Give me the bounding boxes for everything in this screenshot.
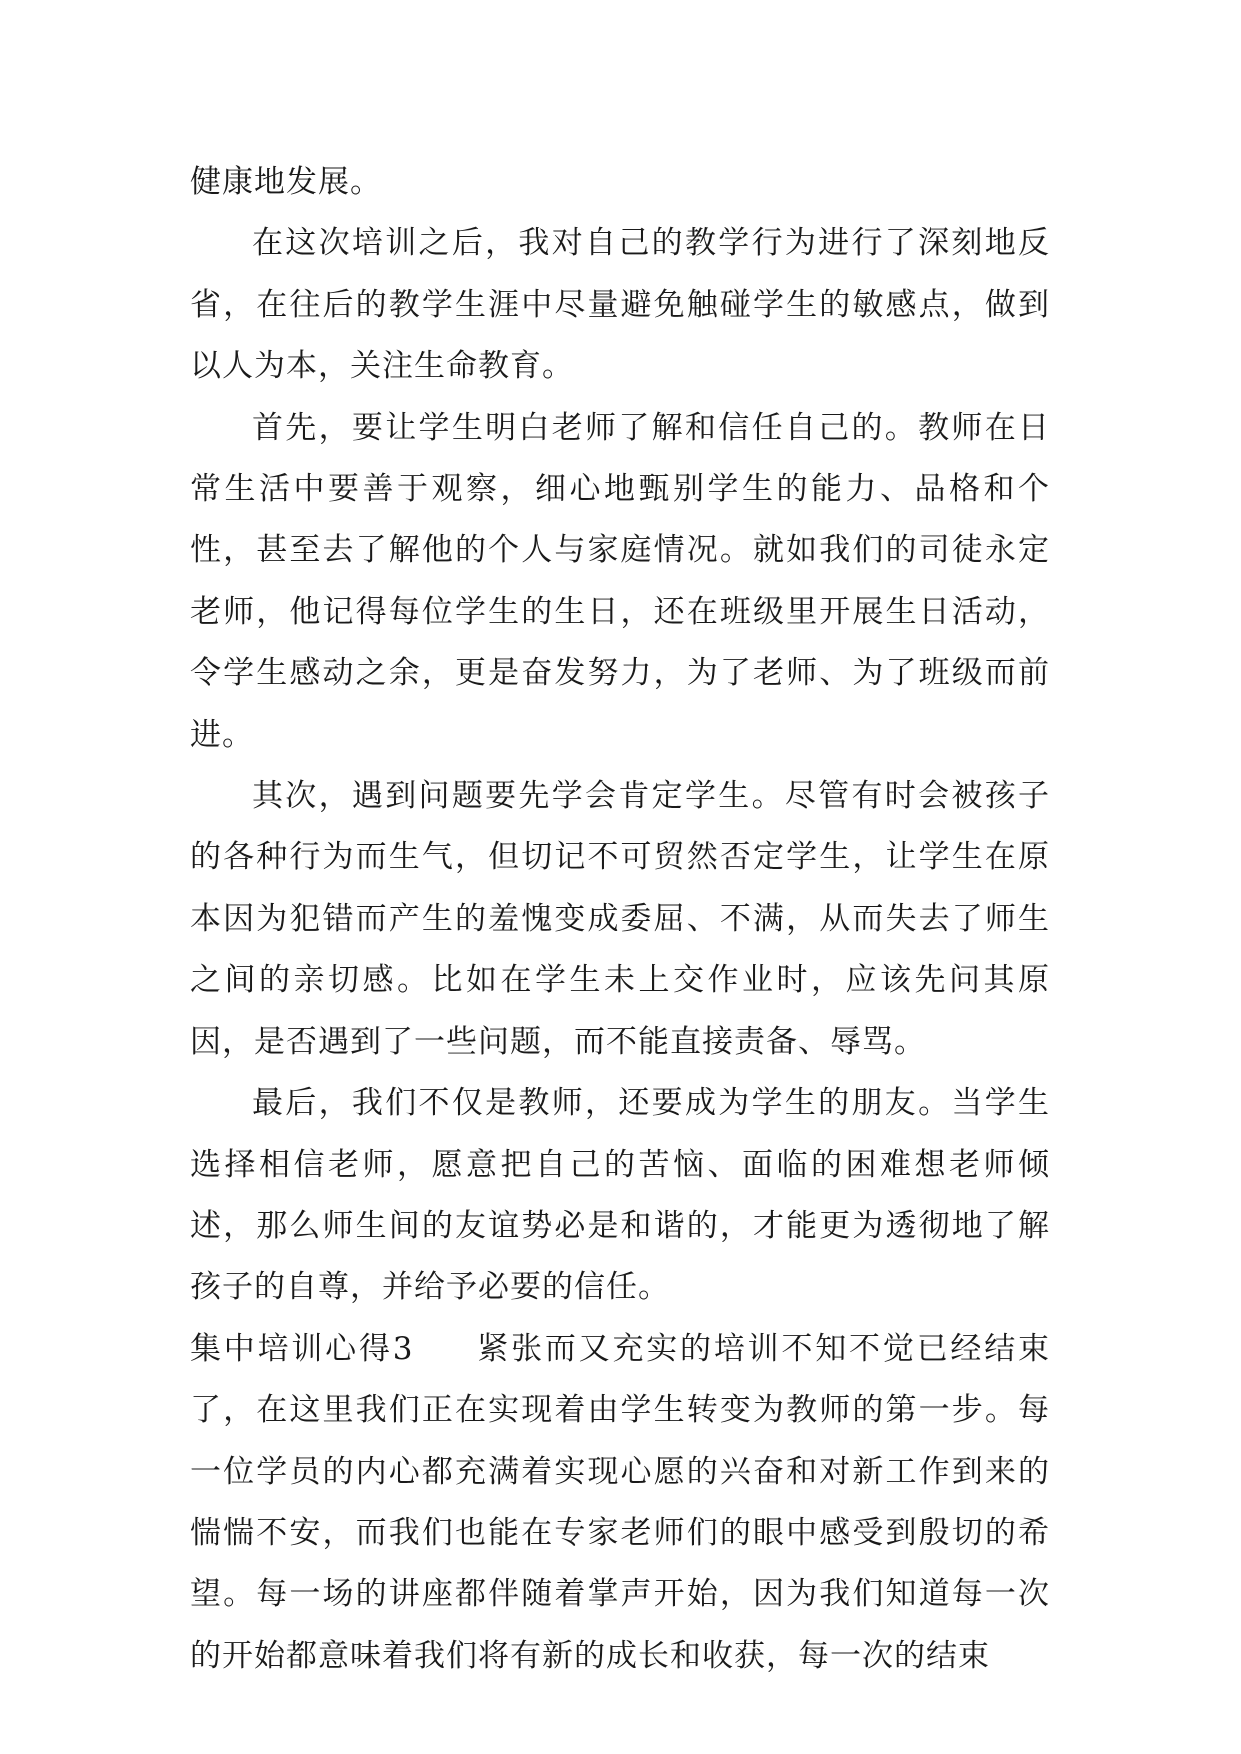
section-paragraph — [190, 1319, 1050, 1687]
document-body — [190, 152, 1050, 1687]
section-text: 紧张而又充实的培训不知不觉已经结束了，在这里我们正在实现着由学生转变为教师的第一步。每一位学员的内心都充满着实现心愿的兴奋和对新工作到来的惴惴不安，而我们也能在专家老师们的眼中感受到殷切的希望。每一场的讲座都伴随着掌声开始，因为我们知道每一次的开始都意味着我们将有新的成长和收获，每一次的结束 — [190, 1330, 1050, 1674]
paragraph-reflection: 在这次培训之后，我对自己的教学行为进行了深刻地反省，在往后的教学生涯中尽量避免触碰学生的敏感点，做到以人为本，关注生命教育。 — [190, 225, 1050, 385]
paragraph-continuation: 健康地发展。 — [190, 164, 382, 200]
paragraph-second-point: 其次，遇到问题要先学会肯定学生。尽管有时会被孩子的各种行为而生气，但切记不可贸然否定学生，让学生在原本因为犯错而产生的羞愧变成委屈、不满，从而失去了师生之间的亲切感。比如在学生未上交作业时，应该先问其原因，是否遇到了一些问题，而不能直接责备、辱骂。 — [190, 778, 1050, 1060]
paragraph-final-point: 最后，我们不仅是教师，还要成为学生的朋友。当学生选择相信老师，愿意把自己的苦恼、面临的困难想老师倾述，那么师生间的友谊势必是和谐的，才能更为透彻地了解孩子的自尊，并给予必要的信任。 — [190, 1085, 1050, 1306]
section-heading: 集中培训心得3 — [190, 1330, 414, 1367]
paragraph-first-point: 首先，要让学生明白老师了解和信任自己的。教师在日常生活中要善于观察，细心地甄别学生的能力、品格和个性，甚至去了解他的个人与家庭情况。就如我们的司徒永定老师，他记得每位学生的生日，还在班级里开展生日活动，令学生感动之余，更是奋发努力，为了老师、为了班级而前进。 — [190, 409, 1050, 753]
